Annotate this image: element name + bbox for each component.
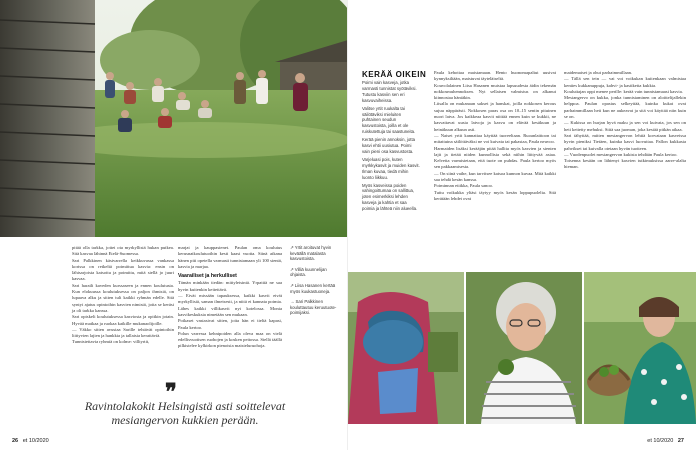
quote-mark-icon: ❞ [165,379,177,404]
photo-woman-glasses [466,272,582,424]
paragraph: Poiminnan etiikka, Paula sanoo. [434,183,494,189]
paragraph: Kouvolalainen Liisa Hasanen muistaa lapsuudesta äidin tekemän nokkosmuhennoksen. Nyt sellaisen valmistus on alkanut kiinnostaa häntäkin. [434,82,556,101]
paragraph: — Vuodenpuolet mesiangervon kukista tehdään Paula kertoo. [564,151,678,157]
paragraph: Tunnistettavia ryhmiä on kolme: villiyrtit, [72,339,150,345]
right-column-2 [564,70,686,171]
paragraph: Paula kehottaa maistamaan. Hento huonomapaltut uusivat kynnyksiltään, maistuvat täyteläiseltä. [434,70,556,82]
magazine-issue: et 10/2020 [22,438,49,444]
paragraph: — Naiset yrtit kannattaa käyttää tuoreeltaan. Ruoanlaittoon tai mitattuina säilöttäväksi ne voi kuivata tai pakastaa, Paula neuvoo. [434,132,556,145]
meadow-photo-illustration [0,0,348,237]
left-column-2 [178,245,282,350]
paragraph: Tämän minkään tiedän: mittyleisintä. Yrpattiä ne saa hyvin kuitenkin keitettävä. [178,280,282,292]
paragraph: Poimi vain kasveja, jotka varmasti tunnistat syötäviksi. Tutustu kasviin sen eri kasvuvaiheissa. [362,80,417,103]
paragraph: — Tällä sen tein — vai voi voikukan kuitenkaan valmistaa kenties kukkanuppuja, kahvi- ja kastiketta kukkia. [564,76,686,88]
paragraph: pitää olla tarkka, jottei ota myrkyllistä hukan putkea. Sitä kasvaa lähinnä Etelä-Suomessa. [72,245,174,257]
paragraph: Myös kasveissa poiden vahingoittumaa on sallittua, joten esimerkiksi lehden kasveja ja kahtia et saa poimia ja lähteä niin alueella. [362,182,418,212]
page-number: 26 [12,438,19,444]
page-number: 27 [677,438,684,444]
caption: ↗ Yrtit aroituvat hyvin keväällä matalasta kasvustoista. [290,245,332,262]
paragraph: Sari Palkkinen käsivarrella keikkuvassa vankassa korissa on retkeltä poimittua kasvia: ensin on lähisarjoista katsottu ja poimittu, mitä siellä jo juuri kasvaa. [72,257,174,282]
paragraph: Valitse yrtit ruukalta tai säilötäviksi mieluiten puhtainen seudun kasvustoista, joilla et ole ruiskutettuja tai saastuneita. [362,105,416,135]
paragraph: — On siinä vaihe, kun tarvitsee katsoa kunnon kuvaa. Mitä kaikki saa tehdä kesän kanssa. [434,170,556,183]
paragraph: Sari opiskeli koulutuksessa kasviosta ja opitkin jotain. Hyvää matkaa ja ruokaa kaikille mukanaolijoille. [72,314,174,326]
caption: ↗ Liisa Hasanen kertää myös kuukastuoneja. [290,282,336,294]
paragraph: Sari tähyttää, mitten mesiangervon lehtiä korvataan kasveissa hyvin pieniksi Tietäen, kuinka kasvi luovuttaa. Pallon kukkasta pahvikset tai kuivalla otetaan hyvän tuotteen. [564,132,686,151]
paragraph: Liisalla on mukanaan sakset ja hanskat, joilla nokkosen kerous sujuu näppärästi. Nokkosen paras osa on 10–15 sentin pituinen nuori latva. Jos kaikkeaa kasvit niittää ennen kuin se kukkii, ne kasvattavat uusia latvoja ja kasvu on elävää kesäkuun ja heinäkuun alkuun asti. [434,101,556,132]
paragraph: Tuttu voikukka yltäsi täytyy myös kesän loppupuolelta. Sitä kerätään lehdet ovat [434,189,556,201]
paragraph: maidemaiset ja ohut parhaimmillaan. [564,70,633,75]
paragraph: Sari haraili kaveden kurssaseen ja ennen koulutusta. Kun elokuussa koulutuksessa on paljon ihmisiä, on lupaava alku ja sitten tuli kaikki ryhmän edelle. Sitä syntyi ajatus opintoihin kasvien nimistä, joita se keräsi ja oli tarkka kanssa. [72,282,174,313]
paragraph: Toisenna kesään on lähtenyt kasvien tutkimuksissa aarre-alalta hieman. [564,158,686,170]
left-column-1 [72,245,174,346]
paragraph: Mesiangervo on kukka, jonka tunnistaminen on aloittelijallekin helppoa. Paulan opastus selkeyttää, kuinka kukat ovat parhaimmillaan heti kun ne aukeavat ja sitä voi käyttää niin kuin se on. [564,95,686,120]
caption: → Sari Palkkinen kouluttautuu keruutuote-poimijaksi. [290,299,337,316]
paragraph: — Kukissa on hurjan hyvä maku ja sen voi kuivata, jos sen on heti keitetty mehuksi. Siitä saa juoman, joka kestää pitkän aikaa. [564,120,686,132]
photo-basket [348,272,464,424]
paragraph: — Eivät missään tapauksessa, kaikki kasvit eivät myrkyllisiä, saman ilmeisesti, ja niitä ei kannata poimia. Lähes kaikki villikasvit nyt kotelossa. Monia kasvikeskuksia nimetään sen mukaan. [178,293,282,317]
paragraph: Kerää pienin annoksin, jotta kasvi ehtii uusiutua. Poimi vain pieni osa kasvustosta. [362,137,416,154]
paragraph: Polun varressa kehnipoiden alla oleva maa on vielä edellisvuotisen ruohojen ja kosken peitossa. Siellä täällä pilkistelee kylkirkon pienoisia maisteluruohoja. [178,330,282,349]
paragraph: marjat ja kauppasienet. Paulan oma koulutus kerusnatkoulutuoihin kesti kaasi vuotta. Siinä aikana hänen piti opetella varmasti tunnistamaan yli 100 sientä, kasvia ja marjaa. [178,245,282,269]
photo-captions [290,245,342,321]
sidebar-heading: KERÄÄ OIKEIN [362,70,427,79]
right-page [348,0,696,450]
left-footer [12,438,49,444]
foraging-group-photo [0,0,348,237]
subheading: Vaarailiset ja herkulliset [178,273,237,280]
right-footer [647,438,684,444]
caption: ↗ Villiä kuunnelijan ohjaista. [290,266,327,278]
sidebar-text [362,80,420,214]
paragraph: Kouluttajan oppi menee perille: kerää vain tunnistamaasi kasvia. [564,88,683,94]
right-column-1 [434,70,556,202]
paragraph: — Väkko sitten avustaa Sarille tehtävät opintoihin liittyvien lajien ja hankkia ja tallaisia kerattäviä. [72,326,174,339]
paragraph: Poikaset vastasivat sitten, joita hän ei tieltä kapasi, Paula kertoo. [178,318,282,330]
paragraph: Varjeluasi pois, kuten myrkkykasvit ja muiden kasvit. Ilman kuvaa, tiedä mihin luonto liikkuu. [362,156,420,180]
pull-quote: Ravintolakokit Helsingistä asti soittelevat mesiangervon kukkien perään. [84,399,286,427]
paragraph: Harmaiden lisäksi kerääjän pitää hallita myös kasvien ja sienten lajit ja tietää niiden kunnollisia sekä niihin liittyvää asiaa. Kelvetta varmistetaan, että tuote on puhdas. Paula kertoo myös sen pakkaamisesta. [434,145,556,170]
magazine-issue: et 10/2020 [647,438,674,444]
photo-woman-basket [584,272,696,424]
